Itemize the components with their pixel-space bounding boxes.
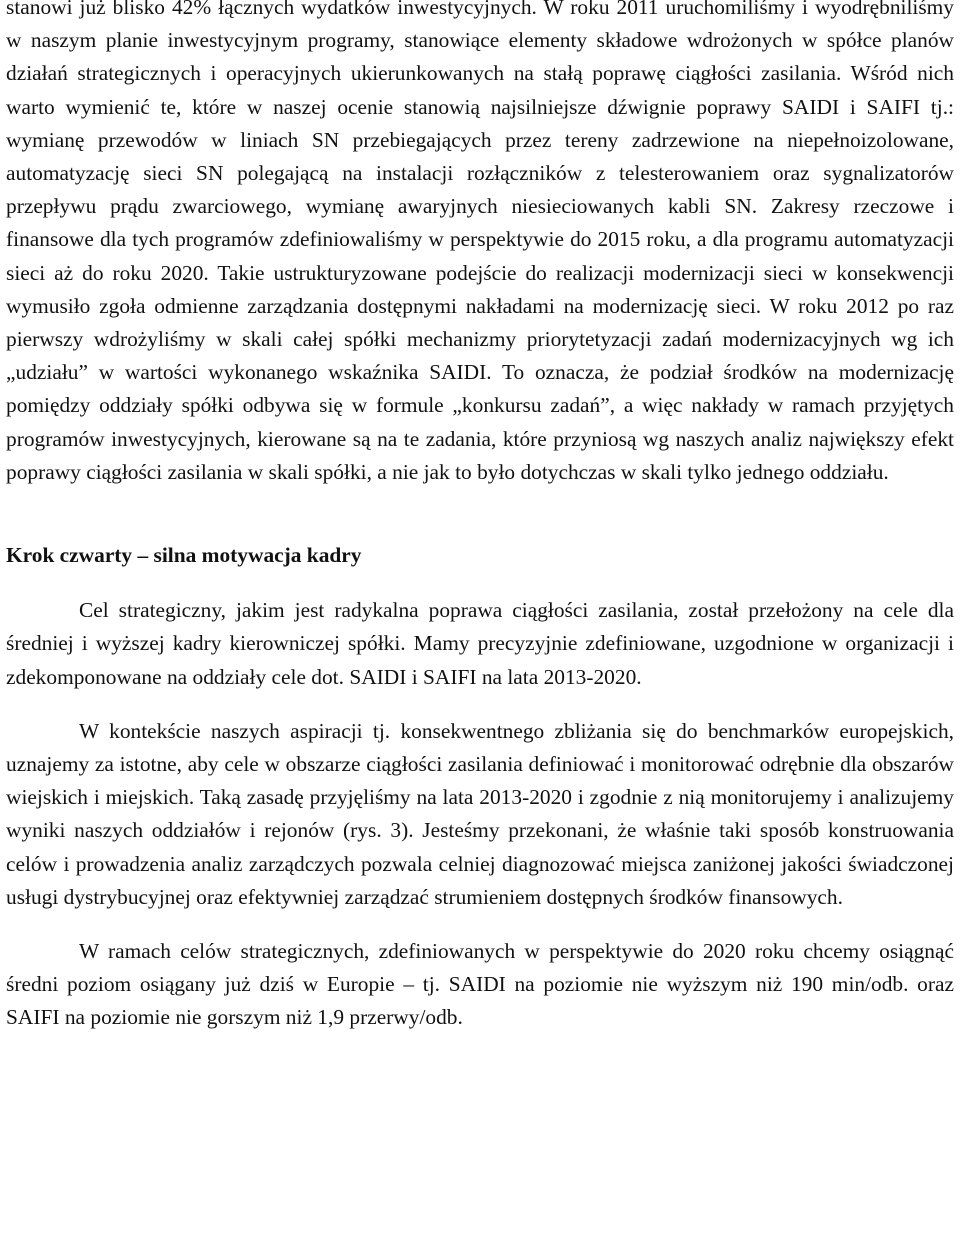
paragraph-3: W kontekście naszych aspiracji tj. konsekwentnego zbliżania się do benchmarków europejskich, uznajemy za istotne, aby cele w obszarze ciągłości zasilania definiować i monitorować odrębnie dla obszarów wiejskich i miejskich. Taką zasadę przyjęliśmy na lata 2013-2020 i zgodnie z nią monitorujemy i analizujemy wyniki naszych oddziałów i rejonów (rys. 3). Jesteśmy przekonani, że właśnie taki sposób konstruowania celów i prowadzenia analiz zarządczych pozwala celniej diagnozować miejsca zaniżonej jakości świadczonej usługi dystrybucyjnej oraz efektywniej zarządzać strumieniem dostępnych środków finansowych.: [6, 718, 954, 909]
document-page: [6, 0, 954, 1035]
paragraph-2: Cel strategiczny, jakim jest radykalna poprawa ciągłości zasilania, został przełożony na cele dla średniej i wyższej kadry kierowniczej spółki. Mamy precyzyjnie zdefiniowane, uzgodnione w organizacji i zdekomponowane na oddziały cele dot. SAIDI i SAIFI na lata 2013-2020.: [6, 598, 954, 689]
section-heading: Krok czwarty – silna motywacja kadry: [6, 543, 362, 568]
paragraph-4: W ramach celów strategicznych, zdefiniowanych w perspektywie do 2020 roku chcemy osiągnąć średni poziom osiągany już dziś w Europie – tj. SAIDI na poziomie nie wyższym niż 190 min/odb. oraz SAIFI na poziomie nie gorszym niż 1,9 przerwy/odb.: [6, 939, 954, 1030]
paragraph-1: stanowi już blisko 42% łącznych wydatków inwestycyjnych. W roku 2011 uruchomiliśmy i wyodrębniliśmy w naszym planie inwestycyjnym programy, stanowiące elementy składowe wdrożonych w spółce planów działań strategicznych i operacyjnych ukierunkowanych na stałą poprawę ciągłości zasilania. Wśród nich warto wymienić te, które w naszej ocenie stanowią najsilniejsze dźwignie poprawy SAIDI i SAIFI tj.: wymianę przewodów w liniach SN przebiegających przez tereny zadrzewione na niepełnoizolowane, automatyzację sieci SN polegającą na instalacji rozłączników z telesterowaniem oraz sygnalizatorów przepływu prądu zwarciowego, wymianę awaryjnych niesieciowanych kabli SN. Zakresy rzeczowe i finansowe dla tych programów zdefiniowaliśmy w perspektywie do 2015 roku, a dla programu automatyzacji sieci aż do roku 2020. Takie ustrukturyzowane podejście do realizacji modernizacji sieci w konsekwencji wymusiło zgoła odmienne zarządzania dostępnymi nakładami na modernizację sieci. W roku 2012 po raz pierwszy wdrożyliśmy w skali całej spółki mechanizmy priorytetyzacji zadań modernizacyjnych wg ich „udziału” w wartości wykonanego wskaźnika SAIDI. To oznacza, że podział środków na modernizację pomiędzy oddziały spółki odbywa się w formule „konkursu zadań”, a więc nakłady w ramach przyjętych programów inwestycyjnych, kierowane są na te zadania, które przyniosą wg naszych analiz największy efekt poprawy ciągłości zasilania w skali spółki, a nie jak to było dotychczas w skali tylko jednego oddziału.: [6, 0, 954, 484]
